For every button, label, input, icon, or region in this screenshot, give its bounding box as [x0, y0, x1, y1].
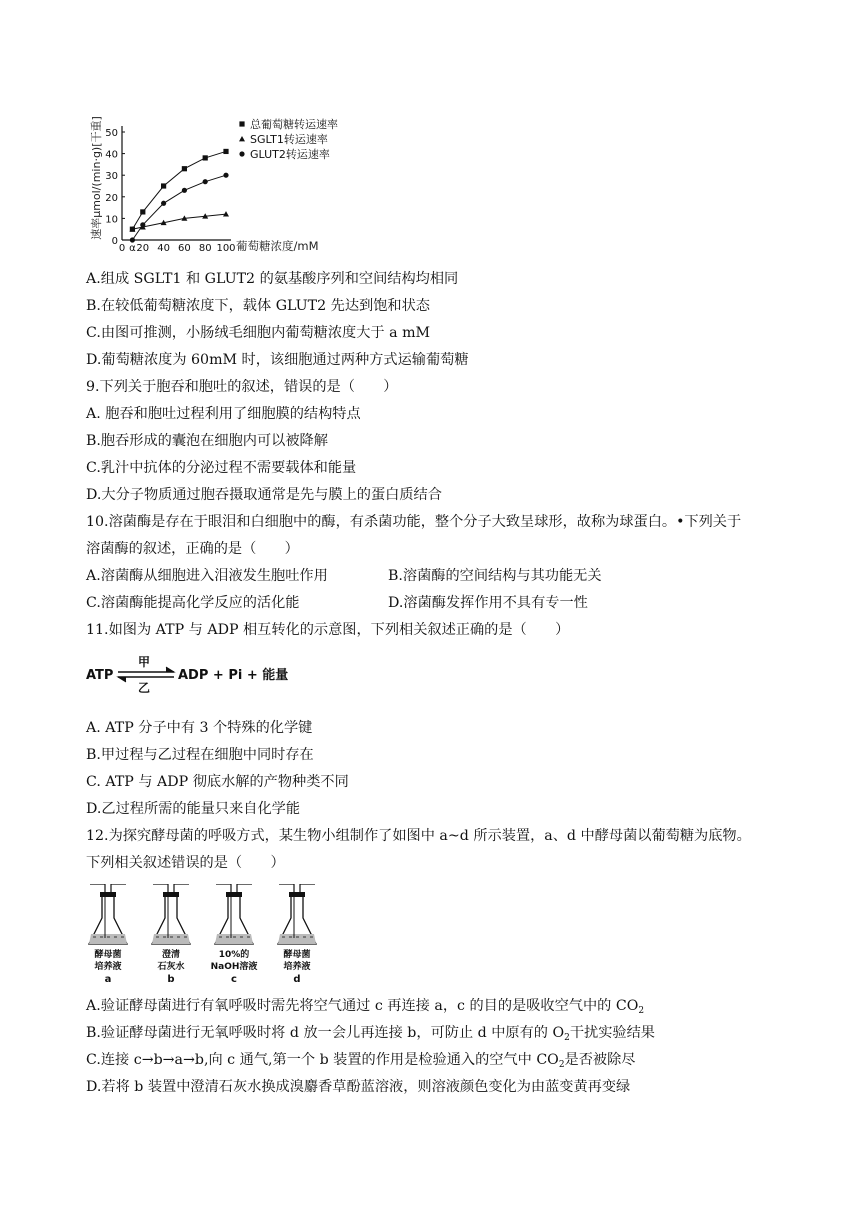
data-point	[140, 222, 145, 227]
data-point	[182, 166, 187, 171]
data-point	[223, 173, 228, 178]
flask-a	[89, 884, 127, 985]
q12-stem-line1: 12.为探究酵母菌的呼吸方式，某生物小组制作了如图中 a~d 所示装置，a、d 中酵母菌以葡萄糖为底物。	[86, 828, 751, 844]
q12-option-b-text1: B.验证酵母菌进行无氧呼吸时将 d 放一会儿再连接 b，可防止 d 中原有的 O	[86, 1025, 565, 1041]
liquid	[152, 934, 190, 944]
flask-stopper	[226, 892, 242, 897]
glucose-transport-chart	[86, 112, 376, 262]
y-tick-label: 40	[105, 149, 118, 161]
y-tick-label: 30	[105, 171, 118, 183]
x-tick-label: 20	[136, 243, 150, 254]
forward-arrow-head	[166, 667, 174, 672]
q12-option-a-text: A.验证酵母菌进行有氧呼吸时需先将空气通过 c 再连接 a，c 的目的是吸收空气中的 CO	[86, 998, 639, 1014]
y-tick-label: 20	[105, 192, 118, 204]
q8-option-a: A.组成 SGLT1 和 GLUT2 的氨基酸序列和空间结构均相同	[86, 271, 459, 287]
y-tick-label: 10	[105, 214, 118, 226]
flask-c	[211, 884, 258, 985]
q12-option-c	[86, 1050, 636, 1075]
square-marker	[239, 121, 244, 126]
legend-entry: SGLT1转运速率	[250, 133, 328, 146]
liquid	[89, 934, 127, 944]
q12-option-c-text2: 是否被除尽	[564, 1052, 636, 1068]
q10-option-d: D.溶菌酶发挥作用不具有专一性	[388, 595, 588, 611]
y-axis-label: 速率μmol/(min·g)[干重]	[90, 116, 103, 240]
q8-option-b: B.在较低葡萄糖浓度下，载体 GLUT2 先达到饱和状态	[86, 298, 430, 314]
flask-label-line1: 酵母菌	[283, 950, 311, 960]
q10-stem-line2: 溶菌酶的叙述，正确的是（ ）	[86, 541, 299, 557]
x-tick-label: 40	[157, 243, 170, 254]
q11-option-a: A. ATP 分子中有 3 个特殊的化学键	[86, 720, 313, 736]
data-point	[223, 149, 228, 154]
q9-stem: 9.下列关于胞吞和胞吐的叙述，错误的是（ ）	[86, 379, 398, 395]
x-tick-label: α	[129, 243, 136, 254]
yeast-respiration-apparatus	[86, 884, 326, 988]
process-jia-label: 甲	[137, 655, 151, 669]
series-line	[132, 151, 226, 229]
data-point	[223, 211, 229, 216]
liquid	[215, 934, 253, 944]
flask-label-line1: 澄清	[161, 950, 181, 960]
flask-label-line1: 酵母菌	[94, 950, 122, 960]
q11-option-d: D.乙过程所需的能量只来自化学能	[86, 801, 301, 817]
q9-option-d: D.大分子物质通过胞吞摄取通常是先与膜上的蛋白质结合	[86, 487, 442, 503]
flask-label-line1: 10%的	[218, 950, 250, 960]
atp-adp-conversion-diagram	[86, 652, 296, 694]
flask-stopper	[163, 892, 179, 897]
q12-option-d: D.若将 b 装置中澄清石灰水换成溴麝香草酚蓝溶液，则溶液颜色变化为由蓝变黄再变绿	[86, 1079, 631, 1095]
y-tick-label: 0	[111, 236, 118, 247]
data-point	[161, 183, 166, 188]
legend-entry: 总葡萄糖转运速率	[250, 118, 338, 131]
q9-option-c: C.乳汁中抗体的分泌过程不需要载体和能量	[86, 460, 357, 476]
flask-d	[278, 884, 316, 985]
q12-stem-line2: 下列相关叙述错误的是（ ）	[86, 855, 285, 871]
co2-subscript: 2	[638, 1006, 645, 1016]
liquid	[278, 934, 316, 944]
flask-stopper	[289, 892, 305, 897]
q12-option-b	[86, 1023, 655, 1048]
x-tick-label: 80	[198, 243, 212, 254]
flask-b	[152, 884, 190, 985]
reverse-arrow-head	[118, 677, 126, 682]
q12-option-c-text1: C.连接 c→b→a→b,向 c 通气,第一个 b 装置的作用是检验通入的空气中 CO	[86, 1052, 559, 1068]
flask-label-line2: 培养液	[283, 962, 311, 972]
x-axis-label: 葡萄糖浓度/mM	[236, 239, 319, 253]
data-point	[140, 209, 145, 214]
q8-option-d: D.葡萄糖浓度为 60mM 时，该细胞通过两种方式运输葡萄糖	[86, 352, 469, 368]
q11-option-b: B.甲过程与乙过程在细胞中同时存在	[86, 747, 314, 763]
data-point	[161, 201, 166, 206]
q8-option-c: C.由图可推测，小肠绒毛细胞内葡萄糖浓度大于 a mM	[86, 325, 431, 341]
atp-label: ATP	[86, 668, 114, 683]
x-tick-label: 100	[216, 243, 236, 254]
circle-marker	[239, 151, 244, 156]
flask-letter: b	[167, 974, 175, 985]
flask-letter: d	[293, 974, 301, 985]
co2-subscript: 2	[558, 1060, 565, 1070]
q11-stem: 11.如图为 ATP 与 ADP 相互转化的示意图，下列相关叙述正确的是（ ）	[86, 622, 570, 638]
q11-option-c: C. ATP 与 ADP 彻底水解的产物种类不同	[86, 774, 349, 790]
q10-option-c: C.溶菌酶能提高化学反应的活化能	[86, 595, 300, 611]
q10-stem-line1: 10.溶菌酶是存在于眼泪和白细胞中的酶，有杀菌功能，整个分子大致呈球形，故称为球蛋白。•下列关于	[86, 514, 742, 530]
adp-pi-energy-label: ADP + Pi + 能量	[178, 668, 289, 683]
q9-option-b: B.胞吞形成的囊泡在细胞内可以被降解	[86, 433, 328, 449]
data-point	[203, 155, 208, 160]
flask-label-line2: 培养液	[94, 962, 122, 972]
q9-option-a: A. 胞吞和胞吐过程利用了细胞膜的结构特点	[86, 406, 361, 422]
o2-subscript: 2	[564, 1033, 570, 1043]
flask-letter: a	[104, 974, 112, 985]
q12-option-b-text2: 干扰实验结果	[569, 1025, 655, 1041]
flask-stopper	[100, 892, 116, 897]
x-tick-label: 60	[178, 243, 191, 254]
q10-option-b: B.溶菌酶的空间结构与其功能无关	[388, 568, 602, 584]
flask-letter: c	[231, 974, 237, 985]
process-yi-label: 乙	[137, 681, 151, 694]
q12-option-a	[86, 996, 644, 1021]
data-point	[130, 237, 135, 242]
data-point	[203, 179, 208, 184]
y-tick-label: 50	[105, 128, 118, 139]
triangle-marker	[239, 136, 245, 141]
data-point	[182, 188, 187, 193]
flask-label-line2: NaOH溶液	[210, 962, 258, 972]
q10-option-a: A.溶菌酶从细胞进入泪液发生胞吐作用	[86, 568, 328, 584]
flask-label-line2: 石灰水	[157, 962, 185, 972]
legend-entry: GLUT2转运速率	[250, 148, 330, 161]
x-tick-label: 0	[118, 243, 126, 254]
